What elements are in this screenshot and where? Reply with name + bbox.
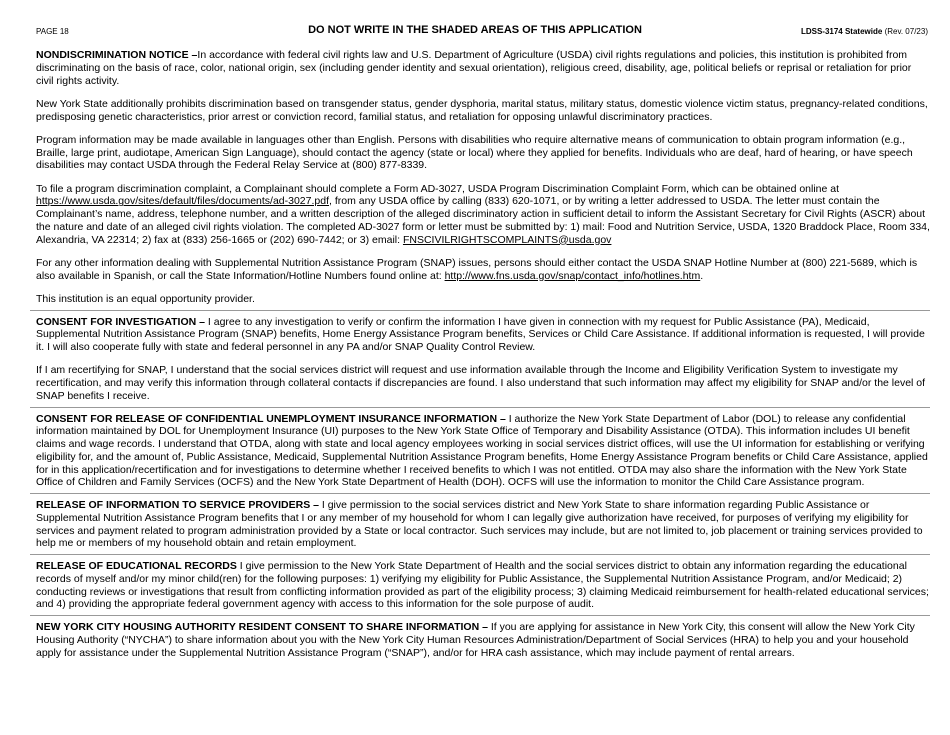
section-divider	[30, 615, 930, 616]
form-id	[801, 27, 928, 36]
investigation-section	[36, 316, 930, 403]
section-divider	[30, 407, 930, 408]
page-header	[0, 0, 950, 40]
service-providers-p1: RELEASE OF INFORMATION TO SERVICE PROVIDERS – I give permission to the social services district and New York State to share information regarding Public Assistance or Supplemental Nutrition Assistance Program benefits that I or any member of my household for whom I can legally give authorization have received, for purposes of verifying my eligibility for services and payment related to program administration provided by a State or local contractor. Such services may include, but are not limited to, job placement or training services provided to help me or members of my household obtain and retain employment.	[36, 499, 923, 550]
page-title: DO NOT WRITE IN THE SHADED AREAS OF THIS APPLICATION	[308, 24, 642, 36]
unemployment-p1: CONSENT FOR RELEASE OF CONFIDENTIAL UNEMPLOYMENT INSURANCE INFORMATION – I authorize the New York State Department of Labor (DOL) to release any confidential information maintained by DOL for Unemployment Insurance (UI) purposes to the New York State Office of Temporary and Disability Assistance (OTDA). This information includes UI benefit claims and wage records. I understand that OTDA, along with state and local agency employees working in social services district offices, will use the UI information for establishing or verifying eligibility for, and the amount of, Public Assistance, Medicaid, Supplemental Nutrition Assistance Program benefits, Home Energy Assistance Program benefits or Child Care Assistance, applied for in this application/recertification and for investigations to determine whether I received benefits to which I was not entitled. OTDA may also share the information with the New York State Office of Children and Family Services (OCFS) and the New York State Department of Health (DOH). OCFS will use the information to monitor the Child Care Assistance program.	[36, 412, 928, 489]
educational-p1: RELEASE OF EDUCATIONAL RECORDS I give permission to the New York State Department of Health and the social services district to obtain any information regarding the educational records of myself and/or my minor child(ren) for the following purposes: 1) verifying my eligibility for Public Assistance, the Supplemental Nutrition Assistance Program, and/or Medicaid; 2) conducting reviews or investigations that result from conflicting information provided as part of the eligibility process; 3) claiming Medicaid reimbursement for health-related educational services; and 4) providing the appropriate federal government agency with access to this information for the sole purpose of audit.	[36, 560, 929, 611]
service-providers-title: RELEASE OF INFORMATION TO SERVICE PROVIDERS –	[36, 499, 319, 511]
equal-opportunity-statement: This institution is an equal opportunity provider.	[36, 292, 255, 305]
unemployment-title: CONSENT FOR RELEASE OF CONFIDENTIAL UNEMPLOYMENT INSURANCE INFORMATION –	[36, 412, 506, 425]
form-revision: (Rev. 07/23)	[884, 27, 928, 36]
page-number: PAGE 18	[36, 27, 69, 36]
nondiscrimination-p5: For any other information dealing with Supplemental Nutrition Assistance Program (SNAP) issues, persons should either contact the USDA SNAP Hotline Number at (800) 221-5689, which is also available in Spanish, or call the State Information/Hotline Numbers found online at: http://www.fns.usda.gov/snap/contact_info/hotlines.htm.	[36, 256, 918, 282]
nycha-p1: NEW YORK CITY HOUSING AUTHORITY RESIDENT CONSENT TO SHARE INFORMATION – If you are applying for assistance in New York City, this consent will allow the New York City Housing Authority (“NYCHA”) to share information about you with the New York City Human Resources Administration/Department of Social Services (HRA) to help you and your household apply for assistance under the Supplemental Nutrition Assistance Program (“SNAP”), and/or for HRA cash assistance, which may include payment of rental arrears.	[36, 621, 915, 659]
nondiscrimination-title: NONDISCRIMINATION NOTICE –	[36, 49, 198, 61]
nycha-title: NEW YORK CITY HOUSING AUTHORITY RESIDENT CONSENT TO SHARE INFORMATION –	[36, 621, 488, 633]
service-providers-section	[36, 499, 930, 550]
section-divider	[30, 493, 930, 494]
educational-section	[36, 560, 930, 611]
document-body	[36, 49, 930, 663]
nondiscrimination-p1: NONDISCRIMINATION NOTICE –In accordance with federal civil rights law and U.S. Department of Agriculture (USDA) civil rights regulations and policies, this institution is prohibited from discriminating on the basis of race, color, national origin, sex (including gender identity and sexual orientation), religious creed, disability, age, political beliefs or reprisal or retaliation for prior civil rights activity.	[36, 49, 912, 87]
nondiscrimination-p2: New York State additionally prohibits discrimination based on transgender status, gender dysphoria, marital status, military status, domestic violence victim status, pregnancy-related conditions, predisposing genetic characteristics, prior arrest or conviction record, familial status, and retaliation for opposing unlawful discriminatory practices.	[36, 97, 928, 123]
nondiscrimination-p3: Program information may be made available in languages other than English. Persons with disabilities who require alternative means of communication to obtain program information (e.g., Braille, large print, audiotape, American Sign Language), should contact the agency (state or local) where they applied for benefits. Individuals who are deaf, hard of hearing, or have speech disabilities may contact USDA through the Federal Relay Service at (800) 877-8339.	[36, 133, 913, 172]
nycha-section	[36, 621, 930, 659]
investigation-p2: If I am recertifying for SNAP, I understand that the social services district will request and use information available through the Income and Eligibility Verification System to investigate my recertification, and may verify this information through collateral contacts if discrepancies are found. I also understand that such information may affect my eligibility for SNAP and/or the level of SNAP benefits I receive.	[36, 364, 926, 402]
form-code: LDSS-3174 Statewide	[800, 27, 883, 36]
section-divider	[30, 310, 930, 311]
unemployment-section	[36, 413, 930, 490]
ad-3027-link[interactable]: https://www.usda.gov/sites/default/files/documents/ad-3027.pdf	[36, 195, 330, 208]
section-divider	[30, 554, 930, 555]
hotlines-link[interactable]: http://www.fns.usda.gov/snap/contact_info/hotlines.htm	[444, 269, 701, 282]
nondiscrimination-p4: To file a program discrimination complaint, a Complainant should complete a Form AD-3027, USDA Program Discrimination Complaint Form, which can be obtained online at https://www.usda.gov/sites/default/files/documents/ad-3027.pdf, from any USDA office by calling (833) 620-1071, or by writing a letter addressed to USDA. The letter must contain the Complainant’s name, address, telephone number, and a written description of the alleged discriminatory action in sufficient detail to inform the Assistant Secretary for Civil Rights (ASCR) about the nature and date of an alleged civil rights violation. The completed AD-3027 form or letter must be submitted by: 1) mail: Food and Nutrition Service, USDA, 1320 Braddock Place, Room 334, Alexandria, VA 22314; 2) fax at (833) 256-1665 or (202) 690-7442; or 3) email: FNSCIVILRIGHTSCOMPLAINTS@usda.gov	[36, 182, 930, 246]
educational-title: RELEASE OF EDUCATIONAL RECORDS	[36, 560, 237, 572]
complaints-email-link[interactable]: FNSCIVILRIGHTSCOMPLAINTS@usda.gov	[402, 233, 612, 246]
investigation-title: CONSENT FOR INVESTIGATION –	[36, 315, 205, 328]
nondiscrimination-section	[36, 49, 930, 306]
investigation-p1: CONSENT FOR INVESTIGATION – I agree to any investigation to verify or confirm the information I have given in connection with my request for Public Assistance (PA), Medicaid, Supplemental Nutrition Assistance Program (SNAP) benefits, Home Energy Assistance Program benefits, Services or Child Care Assistance. If additional information is requested, I will provide it. I will also cooperate fully with state and federal personnel in any PA and/or SNAP Quality Control Review.	[36, 315, 925, 353]
